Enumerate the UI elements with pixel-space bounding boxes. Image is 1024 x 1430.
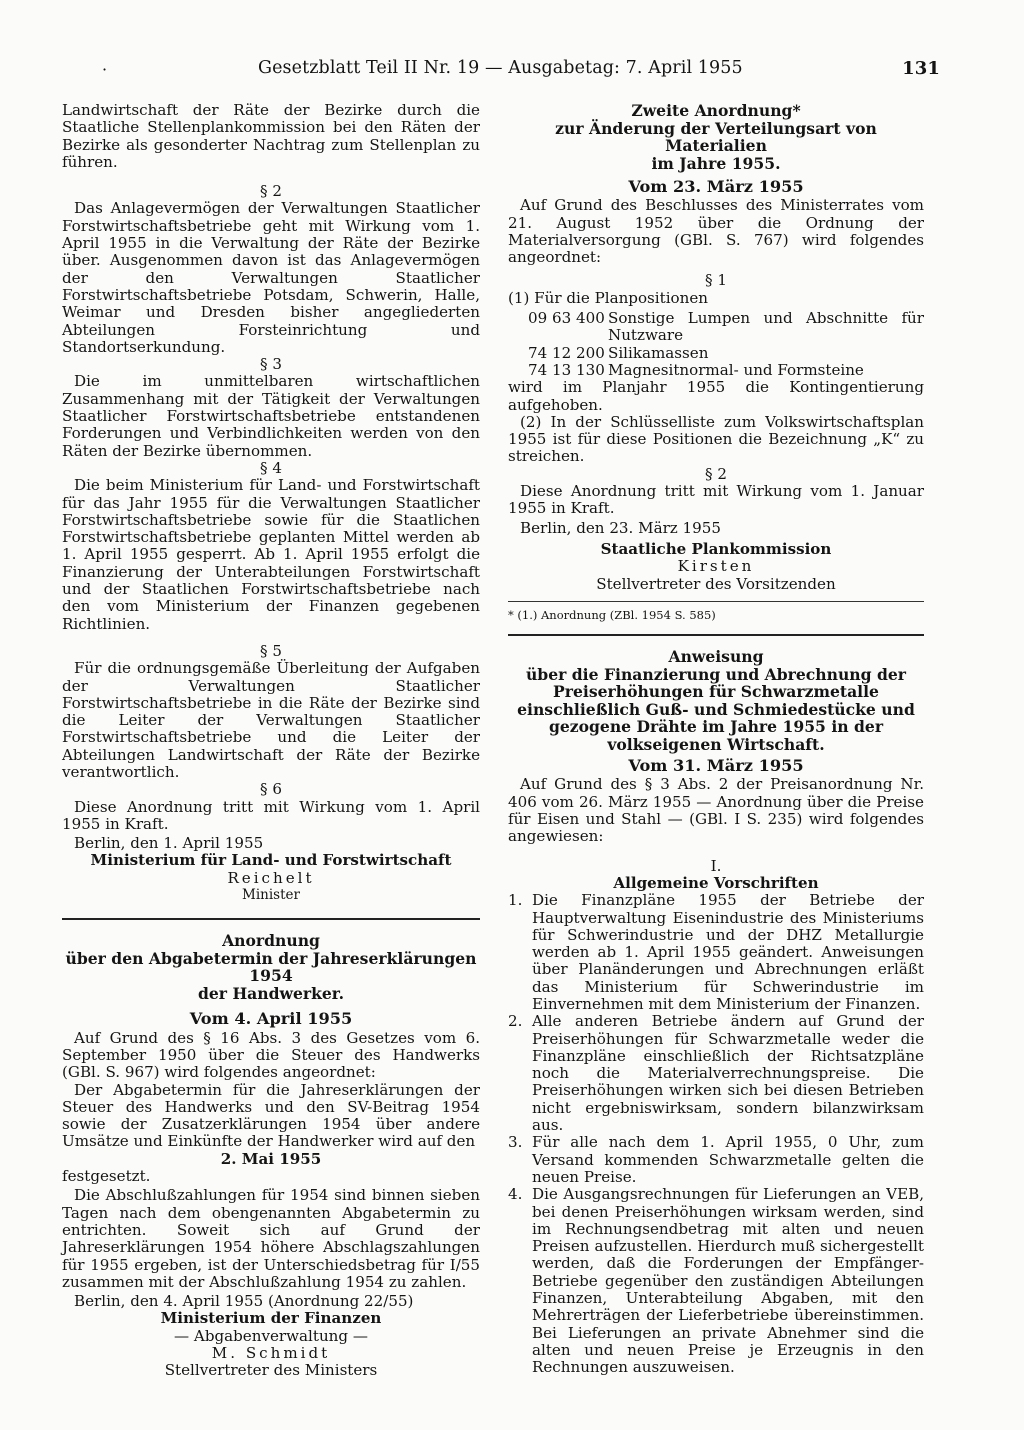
signer-name: Kirsten	[677, 557, 755, 576]
ordinance-date: Vom 4. April 1955	[189, 1009, 353, 1029]
place-date: Berlin, den 4. April 1955 (Anordnung 22/55)	[74, 1292, 414, 1311]
right-column	[508, 102, 924, 1377]
section-heading: § 3	[260, 355, 282, 374]
position-text: Sonstige Lumpen und Abschnitte für Nutzware	[608, 309, 924, 345]
signer-name: M. Schmidt	[211, 1344, 331, 1362]
section-number: I.	[710, 856, 722, 875]
instruction-intro: Auf Grund des § 3 Abs. 2 der Preisanordnung Nr. 406 vom 26. März 1955 — Anordnung über die Preise für Eisen und Stahl — (GBl. I S. 235) wird folgendes angewiesen:	[508, 775, 924, 846]
provision-text: Für alle nach dem 1. April 1955, 0 Uhr, zum Versand kommenden Schwarzmetalle gelten die neuen Preise.	[532, 1133, 924, 1186]
section-text: (2) In der Schlüsselliste zum Volkswirtschaftsplan 1955 ist für diese Positionen die Bezeichnung „K“ zu streichen.	[508, 412, 924, 466]
signer-title: Stellvertreter des Vorsitzenden	[596, 574, 836, 593]
provision-text: Die Ausgangsrechnungen für Lieferungen an VEB, bei denen Preiserhöhungen wirksam werden, sind im Rechnungsendbetrag mit alten und neuen Preisen aufzustellen. Hierdurch muß sichergestellt werden, daß die Forderungen der Empfänger-Betriebe gegenüber den zuständigen Abteilungen Finanzen, Unterabteilung Abgaben, mit den Mehrerträgen der Lieferbetriebe übereinstimmen. Bei Lieferungen an private Abnehmer sind die alten und neuen Preise je Erzeugnis in den Rechnungen auszuweisen.	[532, 1185, 924, 1377]
ordinance-intro: Auf Grund des § 16 Abs. 3 des Gesetzes vom 6. September 1950 über die Steuer des Handwerks (GBl. S. 967) wird folgendes angeordnet:	[62, 1028, 480, 1082]
position-code: 09 63 400	[528, 309, 605, 328]
position-code: 74 13 130	[528, 360, 605, 379]
section-title: Allgemeine Vorschriften	[613, 873, 819, 892]
provision-item	[508, 1186, 924, 1376]
separator-rule	[62, 918, 480, 920]
body-text: Die Abschlußzahlungen für 1954 sind binnen sieben Tagen nach dem obengenannten Abgabetermin zu entrichten. Soweit sich auf Grund der Jahreserklärungen 1954 höhere Abschlagszahlungen für 1955 ergeben, ist der Unterschiedsbetrag für I/55 zusammen mit der Abschlußzahlung 1954 zu zahlen.	[62, 1186, 480, 1291]
signer-title: Minister	[242, 887, 300, 904]
provision-number: 3.	[508, 1133, 523, 1152]
provision-item	[508, 1013, 924, 1134]
provisions-list	[508, 892, 924, 1376]
ordinance-date: Vom 23. März 1955	[628, 177, 804, 196]
footnote-rule	[508, 601, 924, 602]
plan-positions-list	[508, 310, 924, 379]
instruction-title: Anweisung	[668, 647, 764, 667]
deadline-date: 2. Mai 1955	[220, 1149, 322, 1168]
page-number: 131	[902, 58, 940, 79]
section-text: Für die ordnungsgemäße Überleitung der Aufgaben der Verwaltungen Staatlicher Forstwirtschaftsbetriebe in die Räte der Bezirke sind die Leiter der Verwaltungen Staatlicher Forstwirtschaftsbetriebe und die Leiter der Abteilungen Landwirtschaft der Räte der Bezirke verantwortlich.	[62, 659, 480, 781]
ordinance-title: zur Änderung der Verteilungsart von Materialien	[555, 118, 877, 155]
plan-position-row	[508, 362, 924, 379]
provision-text: Alle anderen Betriebe ändern auf Grund der Preiserhöhungen für Schwarzmetalle weder die Finanzpläne einschließlich der Richtsatzpläne noch die Materialverrechnungspreise. Die Preiserhöhungen wirken sich bei diesen Betrieben nicht ergebniswirksam, sondern bilanzwirksam aus.	[532, 1012, 924, 1135]
ordinance-intro: Auf Grund des Beschlusses des Ministerrates vom 21. August 1952 über die Ordnung der Materialversorgung (GBl. S. 767) wird folgendes angeordnet:	[508, 196, 924, 267]
section-text: Die im unmittelbaren wirtschaftlichen Zusammenhang mit der Tätigkeit der Verwaltungen Staatlicher Forstwirtschaftsbetriebe entstandenen Forderungen und Verbindlichkeiten werden von den Räten der Bezirke übernommen.	[62, 372, 480, 460]
provision-text: Die Finanzpläne 1955 der Betriebe der Hauptverwaltung Eisenindustrie des Ministeriums für Schwerindustrie und der DHZ Metallurgie werden ab 1. April 1955 geändert. Anweisungen über Planänderungen und Abrechnungen erläßt das Ministerium für Schwerindustrie im Einvernehmen mit dem Ministerium der Finanzen.	[532, 891, 924, 1013]
place-date: Berlin, den 1. April 1955	[74, 834, 264, 853]
section-heading: § 2	[260, 182, 282, 201]
section-text: Diese Anordnung tritt mit Wirkung vom 1. April 1955 in Kraft.	[62, 797, 480, 833]
department-name: — Abgabenverwaltung —	[174, 1326, 368, 1345]
position-text: Silikamassen	[608, 343, 709, 362]
body-text: festgesetzt.	[62, 1167, 151, 1186]
section-heading: § 2	[705, 464, 727, 483]
ordinance-title: Zweite Anordnung*	[631, 101, 801, 120]
body-text: Der Abgabetermin für die Jahreserklärungen der Steuer des Handwerks und den SV-Beitrag 1954 sowie der Zusatzerklärungen 1954 über andere Umsätze und Einkünfte der Handwerker wird auf den	[62, 1080, 480, 1151]
ordinance-title: der Handwerker.	[197, 983, 345, 1003]
provision-number: 4.	[508, 1185, 523, 1204]
ordinance-title: über den Abgabetermin der Jahreserklärungen 1954	[65, 948, 477, 986]
provision-item	[508, 892, 924, 1013]
header-dot: ·	[102, 60, 108, 79]
position-code: 74 12 200	[528, 343, 605, 362]
place-date: Berlin, den 23. März 1955	[520, 518, 721, 537]
continued-text: Landwirtschaft der Räte der Bezirke durch die Staatliche Stellenplankommission bei den Räten der Bezirke als gesonderter Nachtrag zum Stellenplan zu führen.	[62, 101, 480, 171]
header-title: Gesetzblatt Teil II Nr. 19 — Ausgabetag: 7. April 1955	[258, 58, 743, 78]
section-text: Die beim Ministerium für Land- und Forstwirtschaft für das Jahr 1955 für die Verwaltungen Staatlicher Forstwirtschaftsbetriebe sowie für die Staatlichen Forstwirtschaftsbetriebe geplanten Mittel werden ab 1. April 1955 gesperrt. Ab 1. April 1955 erfolgt die Finanzierung der Unterabteilungen Forstwirtschaft und der Staatlichen Forstwirtschaftsbetriebe nach den vom Ministerium der Finanzen gegebenen Richtlinien.	[62, 476, 480, 633]
position-text: Magnesitnormal- und Formsteine	[608, 360, 864, 379]
section-heading: § 1	[705, 271, 727, 290]
section-heading: § 6	[260, 780, 282, 799]
section-text: wird im Planjahr 1955 die Kontingentierung aufgehoben.	[508, 378, 924, 414]
section-text: (1) Für die Planpositionen	[508, 288, 708, 307]
left-column	[62, 102, 480, 1380]
footnote: * (1.) Anordnung (ZBl. 1954 S. 585)	[508, 607, 716, 622]
instruction-title: über die Finanzierung und Abrechnung der Preiserhöhungen für Schwarzmetalle einschließlich Guß- und Schmiedestücke und gezogene Drähte im Jahre 1955 in der volkseigenen Wirtschaft.	[517, 664, 915, 754]
plan-position-row	[508, 345, 924, 362]
section-heading: § 4	[260, 458, 282, 477]
issuing-ministry: Ministerium der Finanzen	[160, 1309, 382, 1328]
section-text: Diese Anordnung tritt mit Wirkung vom 1. Januar 1955 in Kraft.	[508, 482, 924, 518]
issuing-ministry: Ministerium für Land- und Forstwirtschaft	[90, 851, 452, 870]
page-header	[80, 58, 940, 88]
instruction-date: Vom 31. März 1955	[628, 756, 804, 776]
provision-number: 2.	[508, 1012, 523, 1031]
ordinance-title: im Jahre 1955.	[651, 153, 781, 173]
signer-name: Reichelt	[227, 868, 315, 887]
provision-item	[508, 1134, 924, 1186]
separator-rule	[508, 634, 924, 636]
issuing-authority: Staatliche Plankommission	[600, 539, 832, 558]
section-text: Das Anlagevermögen der Verwaltungen Staatlicher Forstwirtschaftsbetriebe geht mit Wirkung vom 1. April 1955 in die Verwaltung der Räte der Bezirke über. Ausgenommen davon ist das Anlagevermögen der den Verwaltungen Staatlicher Forstwirtschaftsbetriebe Potsdam, Schwerin, Halle, Weimar und Dresden bisher angegliederten Abteilungen Forsteinrichtung und Standortserkundung.	[62, 199, 480, 356]
section-heading: § 5	[260, 641, 282, 660]
plan-position-row	[508, 310, 924, 345]
ordinance-title: Anordnung	[222, 931, 320, 951]
signer-title: Stellvertreter des Ministers	[164, 1361, 378, 1380]
provision-number: 1.	[508, 891, 523, 910]
